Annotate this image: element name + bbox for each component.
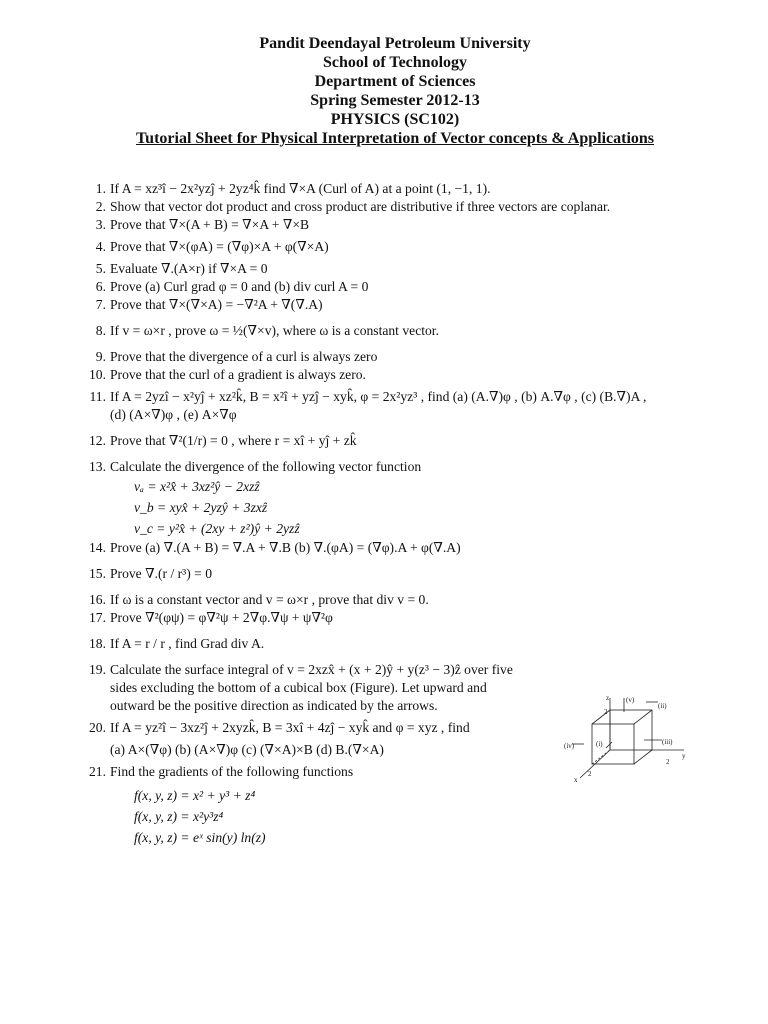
scalar-function-1: f(x, y, z) = x² + y³ + z⁴ — [134, 788, 256, 803]
vector-function-b: v_b = xyx̂ + 2yzŷ + 3zxẑ — [134, 500, 268, 515]
document-header — [0, 34, 768, 148]
question-14: 14 . Prove (a) ∇.(A + B) = ∇.A + ∇.B (b) ∇.(φA) = (∇φ).A + φ(∇.A) — [82, 539, 722, 557]
question-1: 1 . If A = xz³î − 2x²yzĵ + 2yz⁴k̂ find ∇×A (Curl of A) at a point (1, −1, 1). — [82, 180, 722, 198]
question-8: 8 . If v = ω×r , prove ω = ½(∇×v), where ω is a constant vector. — [82, 322, 722, 340]
cube-figure — [562, 692, 698, 792]
face-label-v: (v) — [626, 696, 635, 704]
question-6: 6 . Prove (a) Curl grad φ = 0 and (b) div curl A = 0 — [82, 278, 722, 296]
cube-back-face — [610, 710, 652, 750]
scalar-function-2: f(x, y, z) = x²y³z⁴ — [134, 809, 224, 824]
question-15: 15 . Prove ∇.(r / r³) = 0 — [82, 565, 722, 583]
question-19-continued-1: sides excluding the bottom of a cubical box (Figure). Let upward and — [110, 680, 487, 695]
question-10: 10 . Prove that the curl of a gradient is always zero. — [82, 366, 722, 384]
question-20-continued: (a) A×(∇φ) (b) (A×∇)φ (c) (∇×A)×B (d) B.(∇×A) — [110, 742, 384, 757]
question-16: 16 . If ω is a constant vector and v = ω×r , prove that div v = 0. — [82, 591, 722, 609]
question-12: 12 . Prove that ∇²(1/r) = 0 , where r = xî + yĵ + zk̂ — [82, 432, 722, 450]
question-19-continued-2: outward be the positive direction as indicated by the arrows. — [110, 698, 438, 713]
question-5: 5 . Evaluate ∇.(A×r) if ∇×A = 0 — [82, 260, 722, 278]
scalar-function-3: f(x, y, z) = eˣ sin(y) ln(z) — [134, 830, 266, 845]
axis-label-z: z — [606, 694, 610, 702]
question-19: 19 . Calculate the surface integral of v = 2xzx̂ + (x + 2)ŷ + y(z³ − 3)ẑ over five — [82, 661, 722, 679]
side-label-z: 2 — [604, 708, 608, 716]
question-18: 18 . If A = r / r , find Grad div A. — [82, 635, 722, 653]
question-20: 20 . If A = yz²î − 3xz²ĵ + 2xyzk̂, B = 3xî + 4zĵ − xyk̂ and φ = xyz , find — [82, 719, 722, 737]
question-13: 13 . Calculate the divergence of the following vector function — [82, 458, 722, 476]
question-17: 17 . Prove ∇²(φψ) = φ∇²ψ + 2∇φ.∇ψ + ψ∇²φ — [82, 609, 722, 627]
vector-function-c: v_c = y²x̂ + (2xy + z²)ŷ + 2yzẑ — [134, 521, 300, 536]
axis-label-y: y — [682, 752, 686, 760]
face-label-ii: (ii) — [658, 702, 667, 710]
department-name: Department of Sciences — [314, 73, 476, 90]
face-label-iv: (iv) — [564, 742, 575, 750]
question-11: 11 . If A = 2yzî − x²yĵ + xz²k̂, B = x²î + yzĵ − xyk̂, φ = 2x²yz³ , find (a) (A.∇)φ , (b) A.∇φ , (c) (B.∇)A , — [82, 388, 722, 406]
axis-label-x: x — [574, 776, 578, 784]
question-9: 9 . Prove that the divergence of a curl is always zero — [82, 348, 722, 366]
university-name: Pandit Deendayal Petroleum University — [259, 35, 531, 52]
question-11-continued: (d) (A×∇)φ , (e) A×∇φ — [110, 407, 237, 422]
question-4: 4 . Prove that ∇×(φA) = (∇φ)×A + φ(∇×A) — [82, 238, 722, 256]
face-label-i: (i) — [596, 740, 603, 748]
sheet-title: Tutorial Sheet for Physical Interpretation of Vector concepts & Applications — [135, 130, 655, 147]
question-3: 3 . Prove that ∇×(A + B) = ∇×A + ∇×B — [82, 216, 722, 234]
face-label-iii: (iii) — [662, 738, 673, 746]
question-2: 2 . Show that vector dot product and cross product are distributive if three vectors are coplanar. — [82, 198, 722, 216]
school-name: School of Technology — [322, 54, 468, 71]
semester: Spring Semester 2012-13 — [310, 92, 480, 109]
vector-function-a: vₐ = x²x̂ + 3xz²ŷ − 2xzẑ — [134, 479, 260, 494]
side-label-x: 2 — [588, 770, 592, 778]
cube-diagram — [562, 692, 698, 792]
question-21: 21 . Find the gradients of the following functions — [82, 763, 722, 781]
course-code: PHYSICS (SC102) — [330, 111, 460, 128]
side-label-y: 2 — [666, 758, 670, 766]
question-7: 7 . Prove that ∇×(∇×A) = −∇²A + ∇(∇.A) — [82, 296, 722, 314]
